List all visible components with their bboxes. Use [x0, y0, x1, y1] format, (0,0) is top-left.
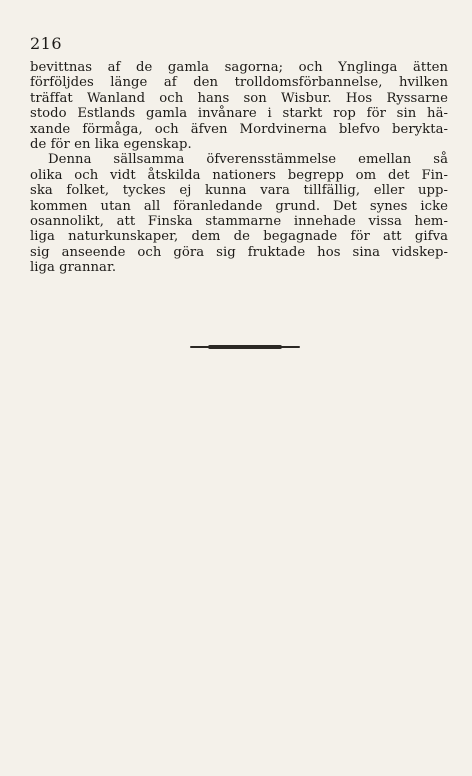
- text-line-7: Denna sällsamma öfverensstämmelse emellan så: [48, 152, 448, 168]
- text-line-6: de för en lika egenskap.: [30, 136, 192, 152]
- text-line-13: sig anseende och göra sig fruktade hos sina vidskep-: [30, 244, 448, 260]
- section-divider: [190, 346, 300, 348]
- text-line-8: olika och vidt åtskilda nationers begrepp om det Fin-: [30, 167, 448, 183]
- text-line-5: xande förmåga, och äfven Mordvinerna blefvo berykta-: [30, 121, 448, 137]
- text-line-2: förföljdes länge af den trolldomsförbannelse, hvilken: [30, 75, 448, 91]
- text-line-12: liga naturkunskaper, dem de begagnade för att gifva: [30, 229, 448, 245]
- body-text: [30, 60, 448, 275]
- text-line-3: träffat Wanland och hans son Wisbur. Hos Ryssarne: [30, 90, 448, 106]
- text-line-14: liga grannar.: [30, 260, 117, 276]
- text-line-9: ska folket, tyckes ej kunna vara tillfällig, eller upp-: [30, 183, 448, 199]
- page-number: 216: [30, 34, 63, 53]
- text-line-11: osannolikt, att Finska stammarne innehade vissa hem-: [30, 213, 448, 229]
- text-line-4: stodo Estlands gamla invånare i starkt rop för sin hä-: [30, 106, 448, 122]
- text-line-10: kommen utan all föranledande grund. Det synes icke: [30, 198, 448, 214]
- text-line-1: bevittnas af de gamla sagorna; och Ynglinga ätten: [30, 60, 448, 75]
